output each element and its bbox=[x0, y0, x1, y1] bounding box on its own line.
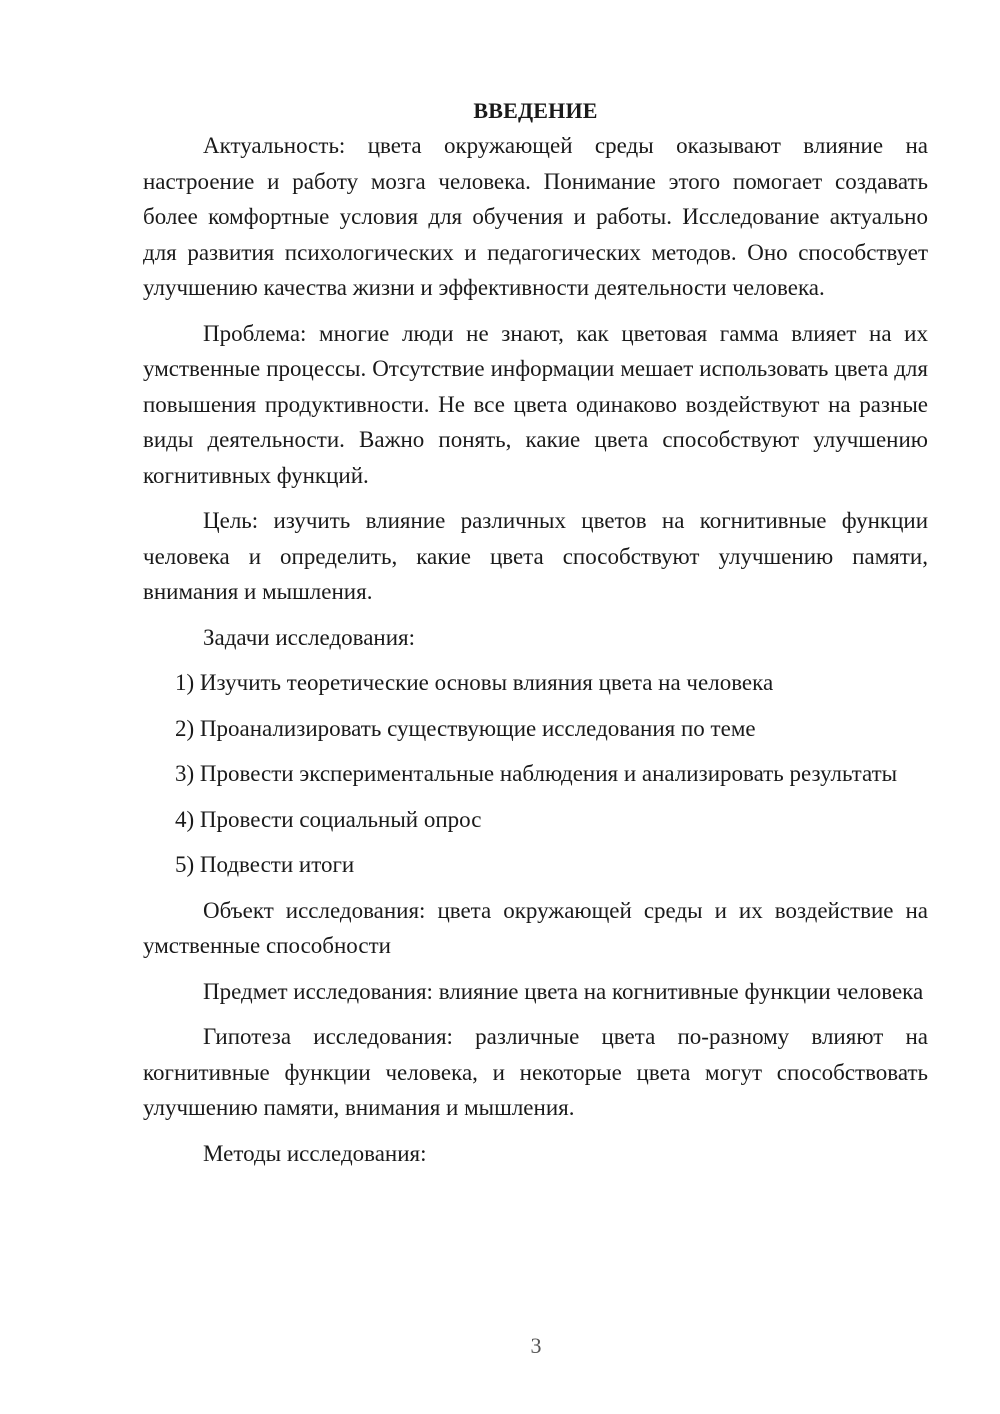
goal-paragraph: Цель: изучить влияние различных цветов на когнитивные функции человека и определить, какие цвета способствуют улучшению памяти, внимания и мышления. bbox=[143, 508, 928, 604]
problem-paragraph: Проблема: многие люди не знают, как цветовая гамма влияет на их умственные процессы. Отсутствие информации мешает использовать цвета для повышения продуктивности. Не все цвета одинаково воздействуют на разные виды деятельности. Важно понять, какие цвета способствуют улучшению когнитивных функций. bbox=[143, 320, 928, 488]
research-object-paragraph: Объект исследования: цвета окружающей среды и их воздействие на умственные способности bbox=[143, 897, 928, 958]
research-subject-paragraph: Предмет исследования: влияние цвета на когнитивные функции человека bbox=[203, 978, 924, 1004]
hypothesis-paragraph: Гипотеза исследования: различные цвета по-разному влияют на когнитивные функции человека, и некоторые цвета могут способствовать улучшению памяти, внимания и мышления. bbox=[143, 1024, 928, 1120]
section-title: ВВЕДЕНИЕ bbox=[473, 98, 598, 123]
relevance-paragraph: Актуальность: цвета окружающей среды оказывают влияние на настроение и работу мозга человека. Понимание этого помогает создавать более комфортные условия для обучения и работы. Исследование актуально для развития психологических и педагогических методов. Оно способствует улучшению качества жизни и эффективности деятельности человека. bbox=[143, 133, 928, 300]
task-item-1: 1) Изучить теоретические основы влияния цвета на человека bbox=[175, 670, 774, 695]
page-content bbox=[143, 93, 928, 1171]
task-item-5: 5) Подвести итоги bbox=[175, 852, 355, 877]
page-number: 3 bbox=[530, 1333, 542, 1358]
tasks-heading: Задачи исследования: bbox=[203, 624, 416, 650]
task-item-4: 4) Провести социальный опрос bbox=[175, 806, 482, 832]
task-item-2: 2) Проанализировать существующие исследования по теме bbox=[175, 715, 756, 741]
task-item-3: 3) Провести экспериментальные наблюдения и анализировать результаты bbox=[175, 761, 898, 786]
methods-heading: Методы исследования: bbox=[203, 1140, 427, 1166]
